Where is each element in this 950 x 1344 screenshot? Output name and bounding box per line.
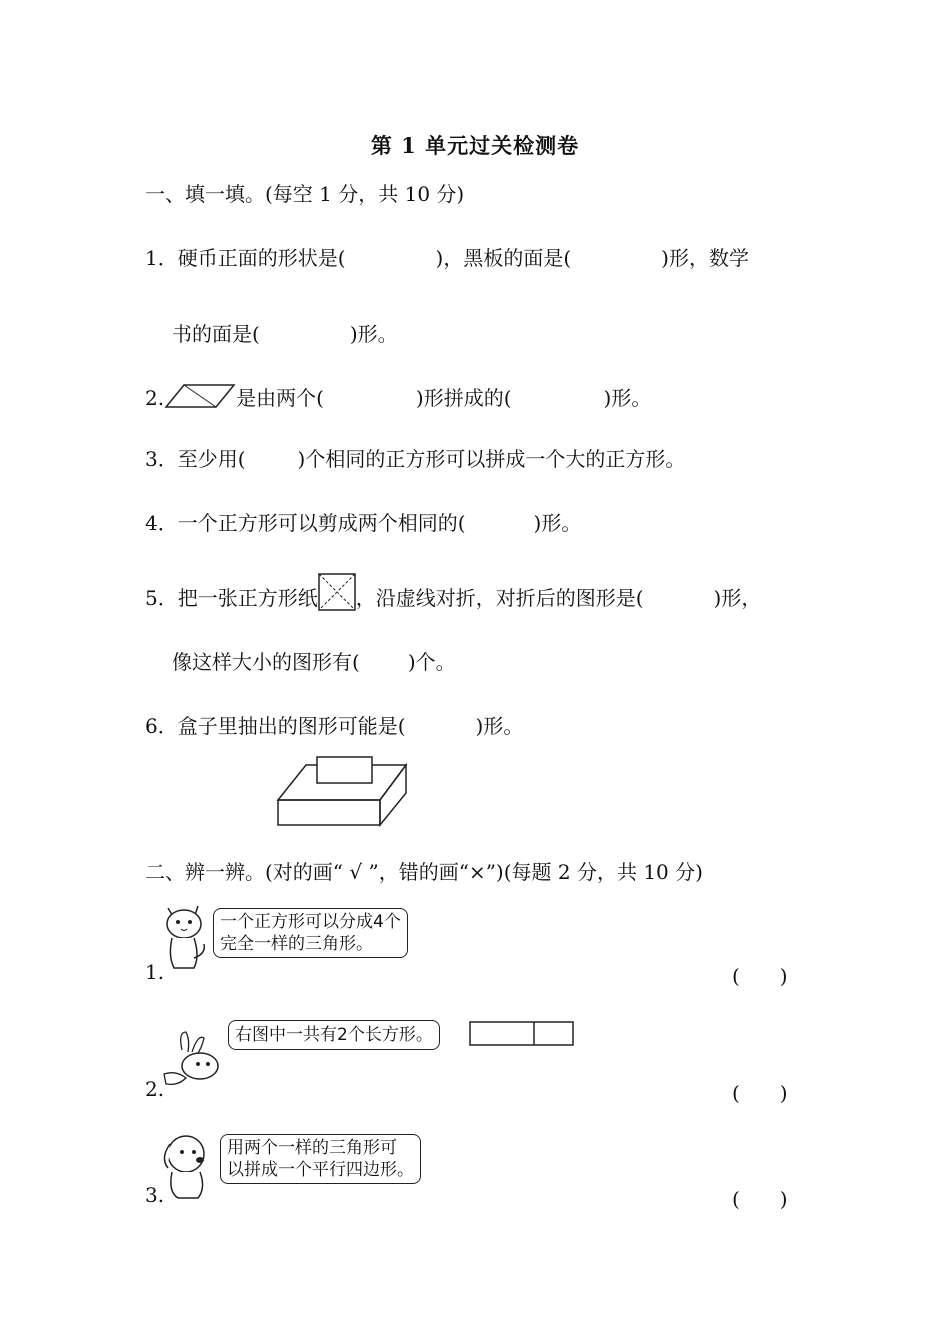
statement-3-line2: 以拼成一个平行四边形。 bbox=[227, 1160, 414, 1180]
q4-number: 4． bbox=[145, 511, 178, 535]
question-1-cont bbox=[172, 318, 398, 347]
statement-1-line1: 一个正方形可以分成4个 bbox=[220, 912, 401, 932]
question-5 bbox=[145, 573, 761, 611]
statement-2-line1: 右图中一共有2个长方形。 bbox=[235, 1025, 433, 1045]
q1-text-a: 硬币正面的形状是( bbox=[177, 246, 346, 270]
q5-text-e: )个。 bbox=[407, 650, 456, 674]
section2-heading: 二、辨一辨。(对的画“ √ ”，错的画“×”)(每题 2 分，共 10 分) bbox=[145, 860, 703, 884]
statement-bubble-1 bbox=[213, 908, 408, 958]
q5-text-d: 像这样大小的图形有( bbox=[172, 650, 360, 674]
question-3 bbox=[145, 443, 685, 472]
q5-text-a: 把一张正方形纸 bbox=[177, 586, 318, 610]
puppy-icon bbox=[158, 1130, 218, 1202]
item-2-number: 2. bbox=[145, 1077, 165, 1101]
section1-heading: 一、填一填。(每空 1 分，共 10 分) bbox=[145, 182, 465, 206]
folded-square-icon bbox=[318, 573, 356, 611]
q1-text-b: )，黑板的面是( bbox=[435, 246, 572, 270]
q3-number: 3． bbox=[145, 447, 178, 471]
q2-text-a: 是由两个( bbox=[236, 386, 324, 410]
question-4 bbox=[145, 507, 581, 536]
item-3-answer[interactable]: ( ) bbox=[732, 1187, 788, 1211]
q6-text-b: )形。 bbox=[475, 714, 524, 738]
page-title: 第 1 单元过关检测卷 bbox=[370, 133, 580, 158]
q1-text-d: 书的面是( bbox=[172, 322, 260, 346]
item-1-number: 1. bbox=[145, 960, 165, 984]
q5-number: 5． bbox=[145, 586, 178, 610]
statement-3-line1: 用两个一样的三角形可 bbox=[227, 1138, 397, 1158]
statement-bubble-3 bbox=[220, 1134, 421, 1184]
statement-1-line2: 完全一样的三角形。 bbox=[220, 934, 373, 954]
parallelogram-icon bbox=[164, 383, 236, 409]
q3-text-a: 至少用( bbox=[177, 447, 246, 471]
question-6 bbox=[145, 710, 523, 739]
q3-text-b: )个相同的正方形可以拼成一个大的正方形。 bbox=[297, 447, 686, 471]
cat-icon bbox=[158, 900, 210, 972]
rectangle-figure bbox=[469, 1021, 575, 1047]
question-2 bbox=[145, 382, 651, 411]
item-3-number: 3. bbox=[145, 1183, 165, 1207]
box-figure bbox=[276, 755, 412, 827]
rabbit-icon bbox=[158, 1030, 228, 1088]
q2-text-c: )形。 bbox=[603, 386, 652, 410]
q1-text-e: )形。 bbox=[349, 322, 398, 346]
q2-text-b: )形拼成的( bbox=[415, 386, 512, 410]
q6-number: 6． bbox=[145, 714, 178, 738]
q5-text-c: )形， bbox=[713, 586, 762, 610]
q2-number: 2. bbox=[145, 386, 165, 410]
item-2-answer[interactable]: ( ) bbox=[732, 1081, 788, 1105]
statement-bubble-2 bbox=[228, 1020, 440, 1050]
q6-text-a: 盒子里抽出的图形可能是( bbox=[177, 714, 406, 738]
q4-text-a: 一个正方形可以剪成两个相同的( bbox=[177, 511, 466, 535]
q4-text-b: )形。 bbox=[533, 511, 582, 535]
q1-text-c: )形，数学 bbox=[661, 246, 749, 270]
question-5-cont bbox=[172, 646, 456, 675]
q5-text-b: ，沿虚线对折，对折后的图形是( bbox=[355, 586, 644, 610]
q1-number: 1． bbox=[145, 246, 178, 270]
item-1-answer[interactable]: ( ) bbox=[732, 964, 788, 988]
question-1 bbox=[145, 242, 749, 271]
